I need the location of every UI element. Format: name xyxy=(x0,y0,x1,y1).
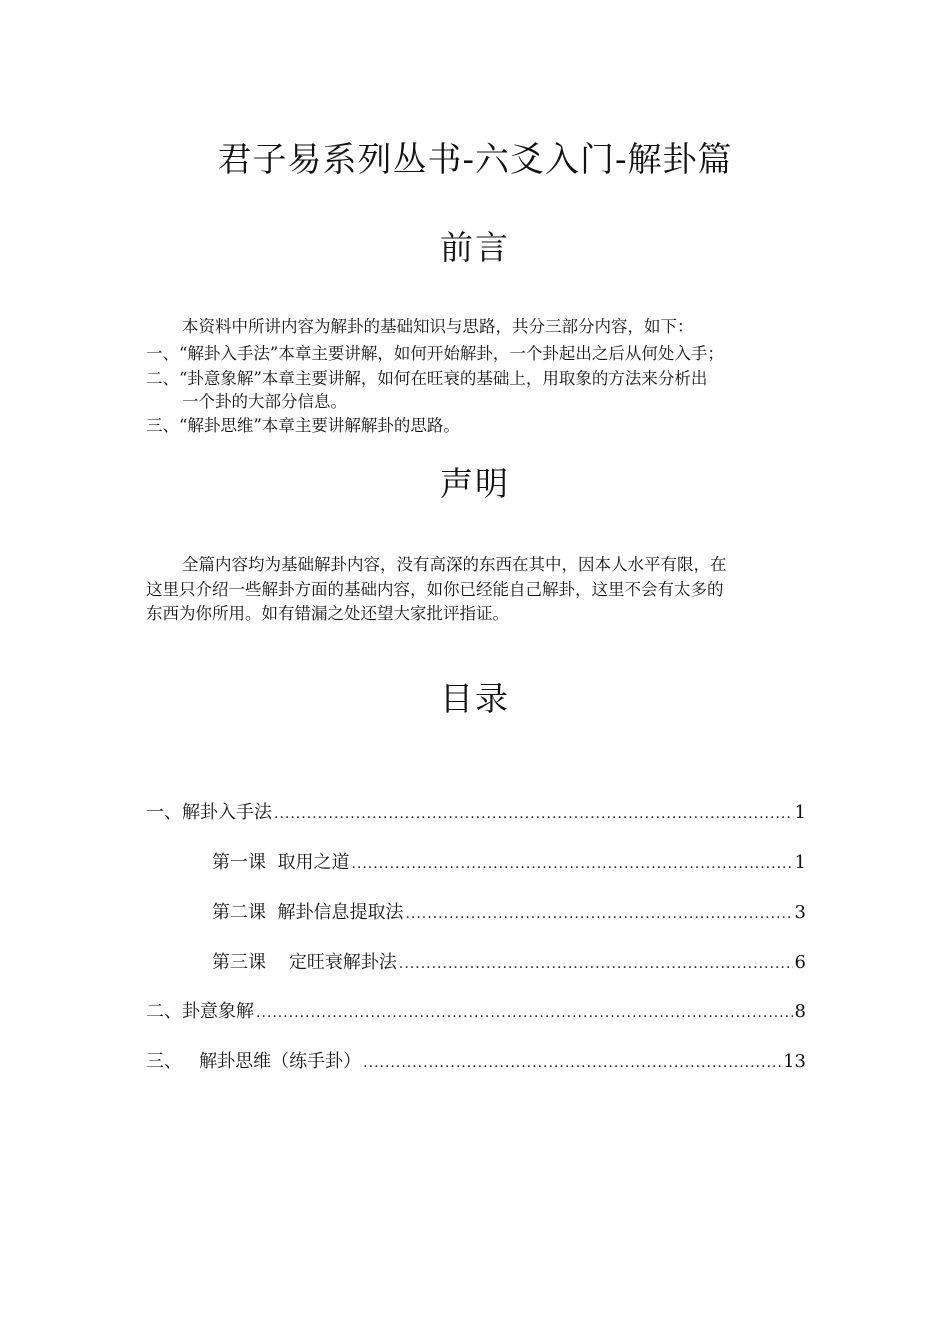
statement-line-3: 东西为你所用。如有错漏之处还望大家批评指证。 xyxy=(146,604,509,623)
toc-entry[interactable] xyxy=(146,798,806,824)
toc-entry-page: 1 xyxy=(794,852,806,873)
statement-line-2: 这里只介绍一些解卦方面的基础内容，如你已经能自己解卦，这里不会有太多的 xyxy=(146,580,724,599)
toc-entry-label: 二、卦意象解 xyxy=(146,1001,254,1022)
toc-entry-page: 8 xyxy=(794,1001,806,1022)
toc-entry-page: 3 xyxy=(794,902,806,923)
statement-line-1: 全篇内容均为基础解卦内容，没有高深的东西在其中，因本人水平有限，在 xyxy=(182,555,727,574)
preface-intro: 本资料中所讲内容为解卦的基础知识与思路，共分三部分内容，如下： xyxy=(182,317,694,336)
toc-entry-label: 一、解卦入手法 xyxy=(146,802,272,823)
toc-entry-label: 三、 解卦思维（练手卦） xyxy=(146,1051,362,1072)
toc-dot-leader xyxy=(274,806,793,822)
toc-dot-leader xyxy=(405,906,792,922)
toc-entry[interactable] xyxy=(212,948,806,974)
toc-entry-label: 第三课 定旺衰解卦法 xyxy=(212,952,397,973)
toc-entry[interactable] xyxy=(212,848,806,874)
toc-entry-page: 1 xyxy=(794,802,806,823)
preface-item-1: 一、“解卦入手法”本章主要讲解，如何开始解卦，一个卦起出之后从何处入手； xyxy=(146,344,724,363)
toc-entry-page: 13 xyxy=(783,1051,806,1072)
toc-entry[interactable] xyxy=(146,997,806,1023)
statement-heading: 声明 xyxy=(440,464,510,503)
preface-item-3: 三、“解卦思维”本章主要讲解解卦的思路。 xyxy=(146,416,460,435)
toc-dot-leader xyxy=(351,856,792,872)
toc-entry[interactable] xyxy=(212,898,806,924)
toc-dot-leader xyxy=(399,956,793,972)
toc-entry-label: 第二课 解卦信息提取法 xyxy=(212,902,404,923)
toc-entry-page: 6 xyxy=(794,952,806,973)
preface-item-2: 二、“卦意象解”本章主要讲解，如何在旺衰的基础上，用取象的方法来分析出 xyxy=(146,369,708,388)
toc-entry[interactable] xyxy=(146,1047,806,1073)
toc-dot-leader xyxy=(256,1005,793,1021)
preface-heading: 前言 xyxy=(440,228,510,267)
toc-dot-leader xyxy=(363,1055,781,1071)
toc-entry-label: 第一课 取用之道 xyxy=(212,852,350,873)
toc-heading: 目录 xyxy=(440,679,510,718)
document-title: 君子易系列丛书-六爻入门-解卦篇 xyxy=(217,140,733,180)
preface-item-2-continued: 一个卦的大部分信息。 xyxy=(182,392,347,411)
